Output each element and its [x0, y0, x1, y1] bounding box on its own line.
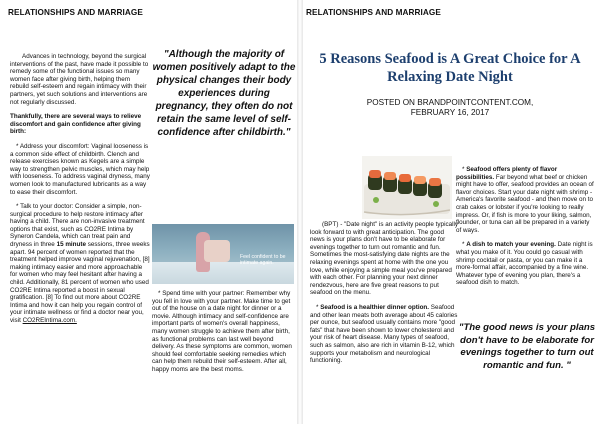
left-section-label: RELATIONSHIPS AND MARRIAGE	[8, 8, 143, 17]
right-column-1	[310, 221, 460, 372]
sushi-photo	[362, 156, 452, 219]
reason-3-title: A dish to match your evening.	[466, 241, 556, 249]
left-tip-2-bold: 15 minute	[56, 241, 86, 249]
left-tip-2: * Talk to your doctor: Consider a simple, non-surgical procedure to help restore intimacy after having a child. There are non-invasive treatment options that exist, such as CO2RE Intima by Syneron Candela, which can treat pain and dryness in three 15 minute sessions, three weeks apart. 94 percent of women reported that the treatment helped improve vaginal rejuvenation, [8] making intimacy easier and more approachable for women who may feel hesitant after having a child. Additionally, 81 percent of women who used CO2RE Intima reported a boost in sexual gratification. [8] To find out more about CO2RE Intima and how it can help you regain control of your intimate wellness or find a doctor near you, visit CO2REIntima.com.	[10, 203, 150, 324]
left-tip-3-text: Spend time with your partner: Remember why you fell in love with your partner. Make time to get out of the house on a date night for dinner or a movie. Although intimacy and self-confidence are important parts of women's overall happiness, many women struggle to achieve them after birth, as functional problems can last well beyond delivery. As these symptoms are common, women should feel comfortable seeking remedies which can help them rebuild their self-esteem. After all, happy moms are the best moms.	[152, 290, 292, 373]
reason-1: * Seafood is a healthier dinner option. Seafood and other lean meats both average about 45 calories per ounce, but seafood usually contains more "good fats" that have been shown to lower cholesterol and your risk of heart disease. Many types of seafood, such as salmon, also are rich in vitamin B-12, which supports your metabolism and neurological functioning.	[310, 303, 458, 365]
photo-person-partner	[204, 240, 230, 262]
left-tip-1-text: Address your discomfort: Vaginal looseness is a common side effect of childbirth. Clench and release exercises known as Kegels are a simple way to strengthen pelvic muscles, which may help with looseness. To address vaginal dryness, many women look to manufactured lubricants as a way to ease their discomfort.	[10, 142, 150, 196]
reason-2-body: Far beyond what beef or chicken might have to offer, seafood provides an ocean of flavor choices. Start your date night with shrimp - America's favorite seafood - and then move on to crab cakes or lobster if you're looking to really impress. Or, if fish is more to your liking, salmon, flounder, or tuna can all be prepared in a variety of ways.	[456, 173, 594, 234]
left-pull-quote: "Although the majority of women positively adapt to the physical changes their body experiences during pregnancy, they often do not retain the same level of self-confidence after childbirth."	[152, 49, 296, 138]
left-tip-1: * Address your discomfort: Vaginal looseness is a common side effect of childbirth. Clench and release exercises known as Kegels are a simple way to strengthen pelvic muscles, which may help with looseness. To address vaginal dryness, many women look to manufactured lubricants as a way to ease their discomfort.	[10, 142, 150, 196]
left-intro-paragraph: Advances in technology, beyond the surgical interventions of the past, have made it possible to remedy some of the functional issues so many women face after giving birth, helping them rebuild self-esteem and regain intimacy with their partners, yet such solutions and interventions are not regularly discussed.	[10, 53, 149, 106]
sushi-illustration	[362, 156, 452, 219]
couple-photo	[152, 224, 294, 284]
right-pull-quote: "The good news is your plans don't have to be elaborate for evenings together to turn out romantic and fun. "	[458, 322, 596, 371]
reason-3-body: Date night is what you make of it. You could go casual with shrimp cocktail or pasta, or you can make it a more-formal affair, accompanied by a fine wine. Whatever type of evening you plan, there's a seafood dish to match.	[456, 241, 593, 287]
reason-1-body: Seafood and other lean meats both average about 45 calories per ounce, but seafood usually contains more "good fats" that have been shown to lower cholesterol and your risk of heart disease. Many types of seafood, such as salmon, also are rich in vitamin B-12, which supports your metabolism and neurological functioning.	[310, 303, 458, 365]
reason-3: * A dish to match your evening. Date night is what you make of it. You could go casual with shrimp cocktail or pasta, or you can make it a more-formal affair, accompanied by a fine wine. Whatever type of evening you plan, there's a seafood dish to match.	[456, 241, 593, 287]
right-section-label: RELATIONSHIPS AND MARRIAGE	[306, 8, 441, 17]
byline-date: FEBRUARY 16, 2017	[410, 108, 490, 117]
left-steps-heading: Thankfully, there are several ways to relieve discomfort and gain confidence after giving birth:	[10, 113, 142, 136]
photo-caption: Feel confident to be intimate again.	[240, 254, 286, 266]
left-column-1	[10, 53, 150, 332]
left-tip-2-post: sessions, three weeks apart. 94 percent of women reported that the treatment helped improve vaginal rejuvenation, [8] making intimacy easier and more approachable for women who may feel hesitant after having a child. Additionally, 81 percent of women who used CO2RE Intima reported a boost in sexual gratification. [8] To find out more about CO2RE Intima and how it can help you regain control of your intimate wellness or find a doctor near you, visit	[10, 241, 150, 324]
article-byline	[305, 98, 595, 118]
left-tip-2-pre: Talk to your doctor: Consider a simple, non-surgical procedure to help restore intimacy after having a child. There are non-invasive treatment options that exist, such as CO2RE Intima by Syneron Candela, which can treat pain and dryness in three	[10, 203, 145, 249]
article-headline: 5 Reasons Seafood is A Great Choice for A Relaxing Date Night	[319, 51, 581, 85]
right-column-2	[456, 166, 596, 294]
left-column-2	[152, 290, 294, 381]
left-tip-3: * Spend time with your partner: Remember why you fell in love with your partner. Make time to get out of the house on a date night for dinner or a movie. Although intimacy and self-confidence are important parts of women's overall happiness, many women struggle to achieve them after birth, as functional problems can last well beyond delivery. As these symptoms are common, women should feel comfortable seeking remedies which can help them rebuild their self-esteem. After all, happy moms are the best moms.	[152, 290, 292, 373]
page-gutter	[297, 0, 303, 424]
reason-2-title: Seafood offers plenty of flavor possibilities.	[456, 166, 558, 181]
reason-2: * Seafood offers plenty of flavor possibilities. Far beyond what beef or chicken might have to offer, seafood provides an ocean of flavor choices. Start your date night with shrimp - America's favorite seafood - and then move on to crab cakes or lobster if you're looking to really impress. Or, if fish is more to your liking, salmon, flounder, or tuna can all be prepared in a variety of ways.	[456, 166, 594, 234]
right-intro-paragraph: (BPT) - "Date night" is an activity people typically look forward to with great anticipation. The good news is your plans don't have to be elaborate for evenings together to turn out romantic and fun. Sometimes the most-satisfying date nights are the relaxing evenings spent at home with the one you love, while enjoying a simple meal you've prepared with each other. For planning your next dinner rendezvous, here are five great reasons to put seafood on the menu.	[310, 221, 459, 297]
byline-source: POSTED ON BRANDPOINTCONTENT.COM,	[366, 98, 534, 107]
co2re-link[interactable]: CO2REIntima.com.	[22, 317, 77, 324]
reason-1-title: Seafood is a healthier dinner option.	[320, 303, 430, 311]
